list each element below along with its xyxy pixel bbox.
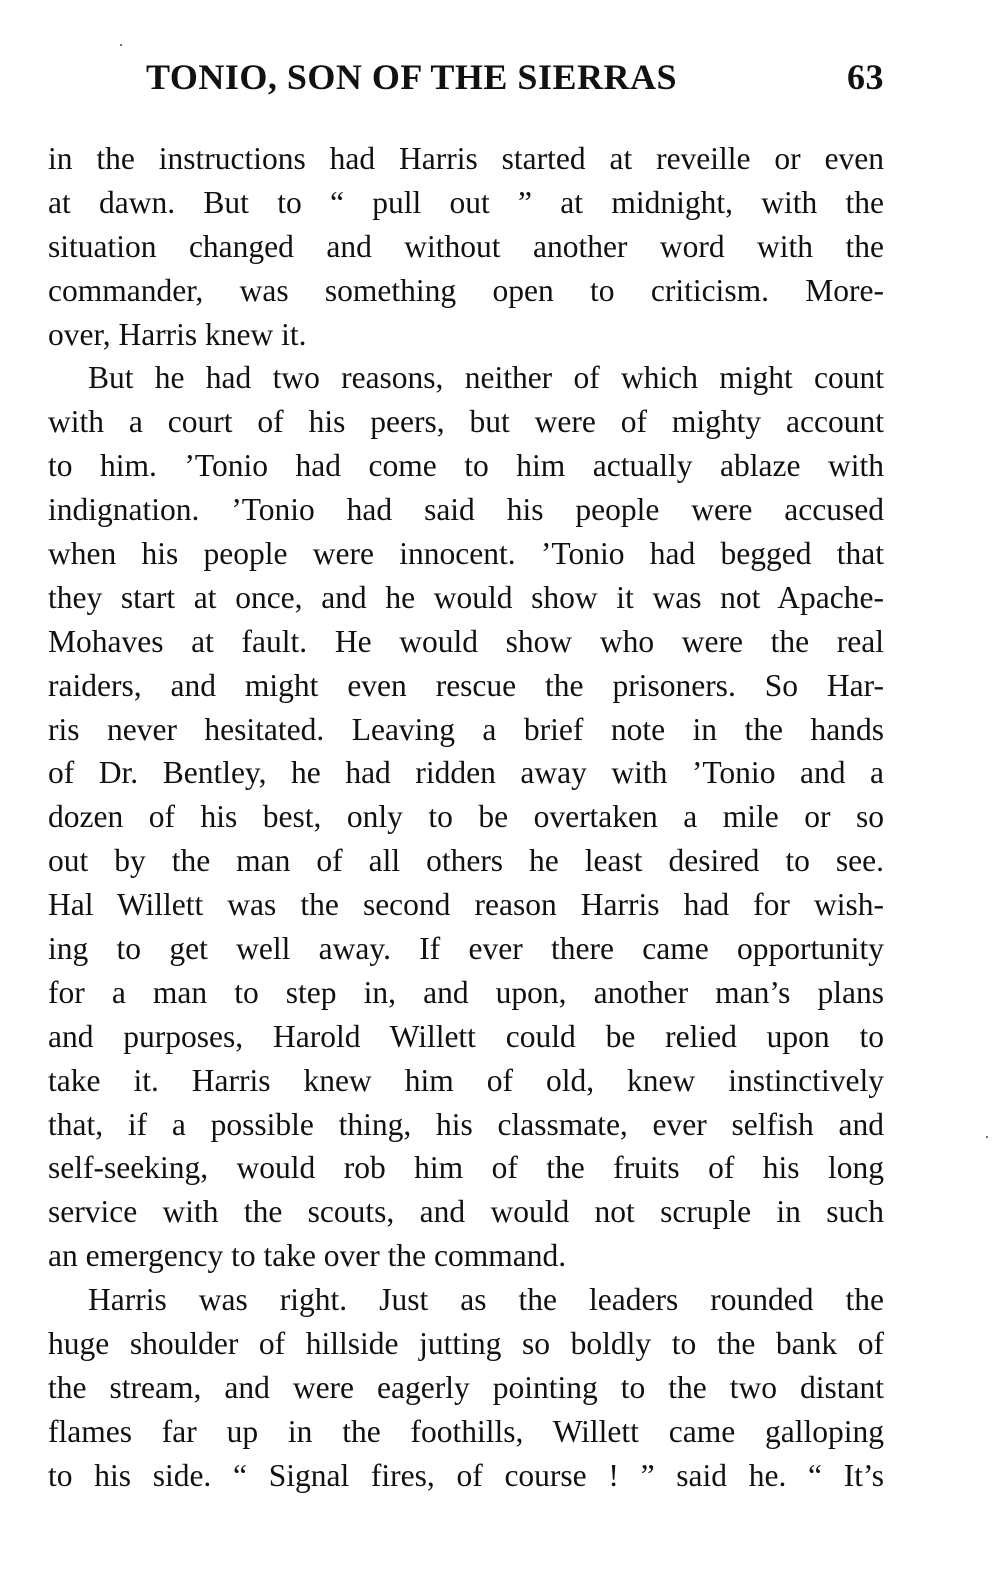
running-title: TONIO, SON OF THE SIERRAS	[146, 57, 677, 97]
text-line: that, if a possible thing, his classmate, ever selfish and	[48, 1106, 884, 1142]
text-line: flames far up in the foothills, Willett came galloping	[48, 1413, 884, 1449]
paragraph-2	[48, 356, 884, 1278]
text-line: out by the man of all others he least desired to see.	[48, 843, 884, 879]
text-line: and purposes, Harold Willett could be relied upon to	[48, 1018, 884, 1054]
body-text	[48, 137, 884, 1498]
text-line: situation changed and without another word with the	[48, 228, 884, 264]
text-line: an emergency to take over the command.	[48, 1238, 567, 1274]
text-line: take it. Harris knew him of old, knew instinctively	[48, 1062, 884, 1098]
text-line: of Dr. Bentley, he had ridden away with ’Tonio and a	[48, 755, 884, 791]
text-line: ris never hesitated. Leaving a brief note in the hands	[48, 711, 884, 747]
paragraph-1	[48, 137, 884, 356]
text-line: ing to get well away. If ever there came opportunity	[48, 931, 884, 967]
print-speck	[986, 1136, 988, 1138]
paragraph-3	[48, 1278, 884, 1497]
text-line: service with the scouts, and would not scruple in such	[48, 1194, 884, 1230]
text-line: when his people were innocent. ’Tonio had begged that	[48, 536, 884, 572]
text-line: to him. ’Tonio had come to him actually ablaze with	[48, 448, 884, 484]
text-line: But he had two reasons, neither of which might count	[88, 360, 884, 396]
text-line: Mohaves at fault. He would show who were the real	[48, 623, 884, 659]
text-line: the stream, and were eagerly pointing to the two distant	[48, 1369, 884, 1405]
text-line: Harris was right. Just as the leaders rounded the	[88, 1282, 884, 1318]
text-line: at dawn. But to “ pull out ” at midnight, with the	[48, 184, 884, 220]
text-line: they start at once, and he would show it was not Apache-	[48, 579, 884, 615]
text-line: raiders, and might even rescue the prisoners. So Har-	[48, 667, 884, 703]
page-header	[48, 50, 884, 110]
text-line: Hal Willett was the second reason Harris had for wish-	[48, 887, 884, 923]
text-line: with a court of his peers, but were of mighty account	[48, 404, 884, 440]
text-line: over, Harris knew it.	[48, 316, 307, 352]
text-line: in the instructions had Harris started at reveille or even	[48, 141, 884, 176]
text-line: self-seeking, would rob him of the fruits of his long	[48, 1150, 884, 1186]
print-speck	[120, 44, 122, 46]
text-line: indignation. ’Tonio had said his people were accused	[48, 492, 884, 528]
text-line: dozen of his best, only to be overtaken a mile or so	[48, 799, 884, 835]
page-number: 63	[847, 57, 884, 97]
text-line: huge shoulder of hillside jutting so boldly to the bank of	[48, 1326, 884, 1362]
text-line: for a man to step in, and upon, another man’s plans	[48, 974, 884, 1010]
text-line: commander, was something open to criticism. More-	[48, 272, 884, 308]
text-line: to his side. “ Signal fires, of course ! ” said he. “ It’s	[48, 1457, 884, 1493]
